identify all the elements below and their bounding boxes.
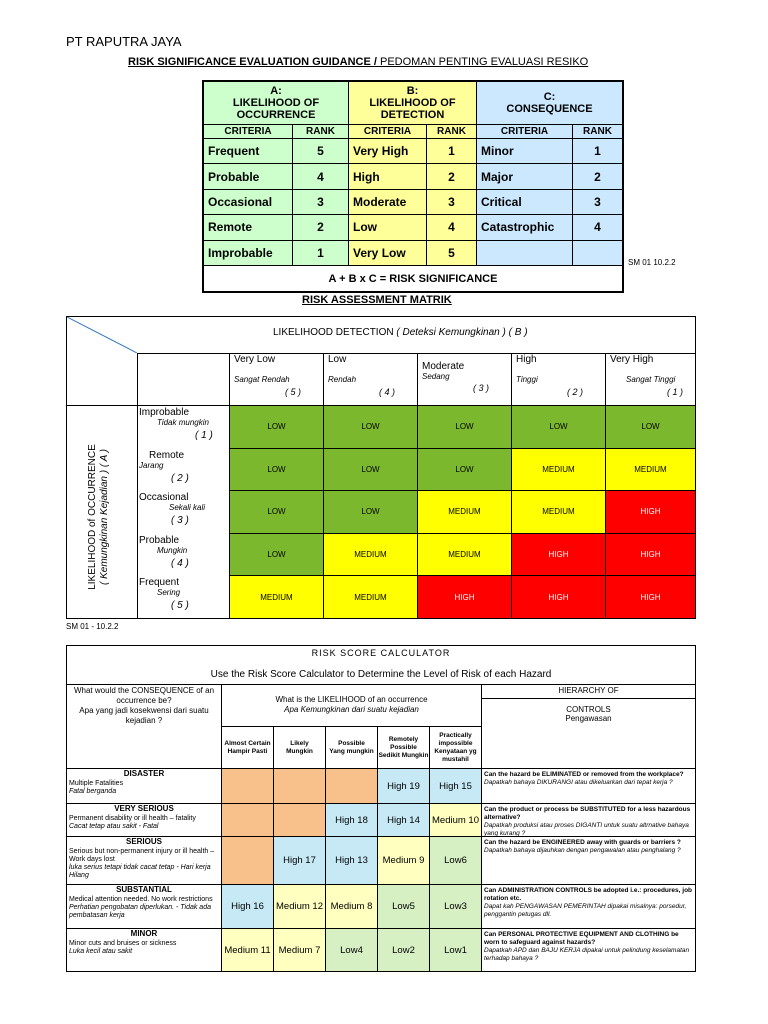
a-rank-0: 5: [292, 138, 348, 163]
calc-row-desc-id: Cacat tetap atau sakit - Fatal: [69, 823, 159, 830]
calc-row-desc-text: Multiple Fatalities: [69, 780, 124, 787]
row-rank: ( 1 ): [195, 430, 213, 441]
calc-cell-2-2: High 13: [325, 836, 377, 884]
calc-cell-1-3: High 14: [377, 803, 429, 836]
col-en: Low: [328, 354, 347, 365]
matrix-cell-0-4: LOW: [605, 405, 695, 448]
risk-matrix: [66, 316, 696, 619]
row-id: Sekali kali: [169, 503, 206, 513]
calc-cell-3-3: Low5: [377, 884, 429, 928]
calc-subtitle: Use the Risk Score Calculator to Determine the Level of Risk of each Hazard: [210, 668, 552, 680]
a-rank-header: RANK: [292, 124, 348, 138]
b-criteria-0: Very High: [348, 138, 426, 163]
detection-label-en: LIKELIHOOD DETECTION: [273, 327, 394, 338]
risk-score-calculator: [66, 645, 696, 972]
b-rank-1: 2: [426, 163, 476, 188]
calc-control-4: [481, 928, 695, 971]
controls-label: CONTROLS: [566, 705, 611, 714]
calc-control-id: Dapatkah APD dan BAJU KERJA dipakai untuk pelindung keselamatan terhadap bahaya ?: [484, 947, 690, 962]
calc-cell-3-2: Medium 8: [325, 884, 377, 928]
matrix-col-header-1: [323, 353, 417, 405]
col-en: Very Low: [234, 354, 276, 365]
title-id: PEDOMAN PENTING EVALUASI RESIKO: [380, 56, 589, 68]
matrix-cell-2-1: LOW: [323, 490, 417, 533]
calc-col-header-0: Almost Certain Hampir Pasti: [221, 726, 273, 768]
col-rank: ( 2 ): [566, 387, 583, 397]
matrix-cell-3-0: LOW: [229, 533, 323, 576]
calc-cell-4-1: Medium 7: [273, 928, 325, 971]
calc-control-id: Dapatkah bahaya dijauhkan dengan pengawalan atau penghalang ?: [484, 847, 681, 854]
occurrence-label-en: LIKELIHOOD of OCCURRENCE: [87, 444, 98, 590]
c-criteria-1: Major: [476, 163, 572, 188]
col-rank: ( 5 ): [284, 387, 301, 397]
calc-row-desc-text: Serious but non-permanent injury or ill health – Work days lost: [69, 848, 215, 863]
matrix-cell-1-4: MEDIUM: [605, 448, 695, 491]
calc-row-desc-id: Luka kecil atau sakit: [69, 948, 133, 955]
c-header: C: CONSEQUENCE: [476, 82, 622, 124]
calc-row-desc-text: Medical attention needed. No work restrictions: [69, 896, 213, 903]
c-rank-3: 4: [572, 214, 622, 239]
col-id: Sangat Rendah: [234, 375, 290, 384]
a-criteria-1: Probable: [204, 163, 292, 188]
c-rank-0: 1: [572, 138, 622, 163]
calc-cell-3-4: Low3: [429, 884, 481, 928]
calc-col-header-1: Likely Mungkin: [273, 726, 325, 768]
a-rank-1: 4: [292, 163, 348, 188]
matrix-cell-0-2: LOW: [417, 405, 511, 448]
consequence-q-id: Apa yang jadi kosekwensi dari suatu kejadian ?: [79, 706, 209, 725]
likelihood-question: [221, 684, 481, 726]
col-id: Sedang: [422, 372, 450, 381]
a-criteria-0: Frequent: [204, 138, 292, 163]
calc-title: RISK SCORE CALCULATOR: [311, 648, 451, 658]
matrix-cell-4-3: HIGH: [511, 575, 605, 618]
calc-cell-1-4: Medium 10: [429, 803, 481, 836]
calc-row-desc-3: [67, 884, 221, 928]
calc-row-desc-4: [67, 928, 221, 971]
a-criteria-4: Improbable: [204, 240, 292, 265]
calc-control-text: Can the hazard be ENGINEERED away with guards or barriers ?: [484, 839, 681, 846]
matrix-cell-1-0: LOW: [229, 448, 323, 491]
c-criteria-2: Critical: [476, 189, 572, 214]
calc-cell-0-0: [221, 768, 273, 803]
calc-control-text: Can ADMINISTRATION CONTROLS be adopted i.e.: procedures, job rotation etc.: [484, 887, 693, 902]
a-criteria-2: Occasional: [204, 189, 292, 214]
c-rank-4: [572, 240, 622, 265]
calc-row-desc-1: [67, 803, 221, 836]
calc-control-text: Can the hazard be ELIMINATED or removed from the workplace?: [484, 771, 684, 778]
calc-col-header-4: Practically impossible Kenyataan yg mustahil: [429, 726, 481, 768]
calc-cell-3-0: High 16: [221, 884, 273, 928]
c-rank-header: RANK: [572, 124, 622, 138]
c-rank-2: 3: [572, 189, 622, 214]
a-criteria-3: Remote: [204, 214, 292, 239]
page-title: [128, 56, 588, 68]
occurrence-label-id: ( Kemungkinan Kejadian ) ( A ): [99, 449, 110, 585]
col-rank: ( 4 ): [378, 387, 395, 397]
consequence-q-en: What would the CONSEQUENCE of an occurrence be?: [73, 686, 215, 705]
calc-row-title: VERY SERIOUS: [114, 804, 174, 813]
calc-cell-0-1: [273, 768, 325, 803]
matrix-row-label-4: [137, 575, 229, 618]
calc-cell-4-2: Low4: [325, 928, 377, 971]
row-rank: ( 5 ): [171, 600, 189, 612]
matrix-cell-0-1: LOW: [323, 405, 417, 448]
guidance-doc-code: SM 01 10.2.2: [628, 258, 676, 267]
calc-row-title: SERIOUS: [125, 837, 162, 846]
occurrence-label: [87, 417, 119, 617]
calc-row-desc-id: luka serius tetapi tidak cacat tetap - Hari kerja Hilang: [69, 864, 211, 879]
b-rank-header: RANK: [426, 124, 476, 138]
calc-control-text: Can PERSONAL PROTECTIVE EQUIPMENT AND CLOTHING be worn to safeguard against hazards?: [484, 931, 679, 946]
matrix-cell-2-0: LOW: [229, 490, 323, 533]
b-criteria-3: Low: [348, 214, 426, 239]
calc-control-text: Can the product or process be SUBSTITUTED for a less hazardous alternative?: [484, 806, 691, 821]
matrix-cell-3-2: MEDIUM: [417, 533, 511, 576]
calc-row-desc-0: [67, 768, 221, 803]
calc-cell-1-0: [221, 803, 273, 836]
calc-cell-4-4: Low1: [429, 928, 481, 971]
col-en: Very High: [610, 354, 654, 365]
consequence-question: [67, 684, 221, 768]
calc-control-2: [481, 836, 695, 884]
col-rank: ( 3 ): [472, 383, 489, 393]
matrix-cell-3-4: HIGH: [605, 533, 695, 576]
calc-control-id: Dapatkah produksi atau proses DIGANTI untuk suatu altrnative bahaya yang kurang ?: [484, 822, 689, 836]
row-rank: ( 3 ): [171, 515, 189, 527]
calc-cell-4-0: Medium 11: [221, 928, 273, 971]
calc-cell-2-4: Low6: [429, 836, 481, 884]
company-name: PT RAPUTRA JAYA: [66, 34, 182, 49]
c-criteria-header: CRITERIA: [476, 124, 572, 138]
matrix-col-header-2: [417, 353, 511, 405]
row-rank: ( 4 ): [171, 557, 189, 569]
calc-cell-2-3: Medium 9: [377, 836, 429, 884]
row-id: Mungkin: [157, 545, 188, 555]
b-rank-3: 4: [426, 214, 476, 239]
calc-row-desc-text: Minor cuts and bruises or sickness: [69, 940, 177, 947]
calc-cell-0-4: High 15: [429, 768, 481, 803]
b-criteria-2: Moderate: [348, 189, 426, 214]
calc-row-title: MINOR: [130, 929, 158, 938]
calc-control-3: [481, 884, 695, 928]
calc-col-header-3: Remotely Possible Sedikit Mungkin: [377, 726, 429, 768]
matrix-cell-3-1: MEDIUM: [323, 533, 417, 576]
calc-cell-2-0: [221, 836, 273, 884]
calc-cell-0-3: High 19: [377, 768, 429, 803]
matrix-cell-2-3: MEDIUM: [511, 490, 605, 533]
matrix-cell-4-2: HIGH: [417, 575, 511, 618]
a-rank-2: 3: [292, 189, 348, 214]
calc-control-1: [481, 803, 695, 836]
matrix-cell-2-4: HIGH: [605, 490, 695, 533]
a-criteria-header: CRITERIA: [204, 124, 292, 138]
c-criteria-3: Catastrophic: [476, 214, 572, 239]
detection-label-id: ( Deteksi Kemungkinan ): [396, 327, 506, 338]
calc-cell-3-1: Medium 12: [273, 884, 325, 928]
calc-row-desc-id: Perhatian pengobatan diperlukan. - Tidak ada pembatasan kerja: [69, 904, 211, 919]
matrix-col-header-4: [605, 353, 695, 405]
a-header: A: LIKELIHOOD OF OCCURRENCE: [204, 82, 348, 124]
formula: A + B x C = RISK SIGNIFICANCE: [204, 265, 622, 291]
b-rank-4: 5: [426, 240, 476, 265]
matrix-cell-1-1: LOW: [323, 448, 417, 491]
row-rank: ( 2 ): [171, 472, 189, 484]
guidance-table: [202, 80, 624, 293]
matrix-cell-4-4: HIGH: [605, 575, 695, 618]
col-en: Moderate: [422, 361, 465, 372]
row-en: Probable: [139, 534, 180, 546]
row-id: Jarang: [139, 460, 164, 470]
matrix-row-label-0: [137, 405, 229, 448]
c-rank-1: 2: [572, 163, 622, 188]
calc-row-title: DISASTER: [123, 769, 165, 778]
diagonal-line: [67, 317, 137, 353]
row-en: Remote: [149, 449, 185, 461]
hierarchy-header: [481, 684, 695, 768]
calc-row-title: SUBSTANTIAL: [116, 885, 172, 894]
b-rank-2: 3: [426, 189, 476, 214]
calc-row-desc-id: Fatal berganda: [69, 788, 117, 795]
matrix-doc-code: SM 01 - 10.2.2: [66, 622, 119, 631]
col-rank: ( 1 ): [666, 387, 683, 397]
matrix-cell-1-3: MEDIUM: [511, 448, 605, 491]
calc-cell-1-1: [273, 803, 325, 836]
detection-label-b: ( B ): [508, 327, 528, 338]
b-criteria-1: High: [348, 163, 426, 188]
calc-cell-2-1: High 17: [273, 836, 325, 884]
row-en: Occasional: [139, 492, 189, 504]
calc-row-desc-text: Permanent disability or ill health – fatality: [69, 815, 196, 822]
matrix-cell-2-2: MEDIUM: [417, 490, 511, 533]
title-en: RISK SIGNIFICANCE EVALUATION GUIDANCE /: [128, 56, 380, 68]
calc-control-0: [481, 768, 695, 803]
a-rank-3: 2: [292, 214, 348, 239]
col-id: Tinggi: [516, 375, 538, 384]
matrix-cell-0-0: LOW: [229, 405, 323, 448]
calc-cell-0-2: [325, 768, 377, 803]
calc-col-header-2: Possible Yang mungkin: [325, 726, 377, 768]
matrix-col-header-3: [511, 353, 605, 405]
col-id: Rendah: [328, 375, 357, 384]
controls-label-id: Pengawasan: [565, 714, 612, 723]
matrix-row-label-3: [137, 533, 229, 576]
calc-cell-1-2: High 18: [325, 803, 377, 836]
detection-label: [273, 327, 528, 338]
matrix-col-header-0: [229, 353, 323, 405]
row-id: Sering: [157, 588, 181, 598]
calc-control-id: Dapatkah bahaya DIKURANGI atau dikeluarkan dari tepat kerja ?: [484, 779, 673, 786]
b-rank-0: 1: [426, 138, 476, 163]
hierarchy-label: HIERARCHY OF: [558, 686, 619, 695]
b-header: B: LIKELIHOOD OF DETECTION: [348, 82, 476, 124]
hierarchy-divider: [482, 698, 695, 699]
matrix-cell-4-1: MEDIUM: [323, 575, 417, 618]
col-id: Sangat Tinggi: [626, 375, 676, 384]
calc-cell-4-3: Low2: [377, 928, 429, 971]
b-criteria-header: CRITERIA: [348, 124, 426, 138]
matrix-cell-4-0: MEDIUM: [229, 575, 323, 618]
matrix-cell-3-3: HIGH: [511, 533, 605, 576]
matrix-cell-0-3: LOW: [511, 405, 605, 448]
matrix-row-label-1: [137, 448, 229, 491]
likelihood-q-en: What is the LIKELIHOOD of an occurrence: [275, 695, 428, 704]
calc-control-id: Dapat kah PENGAWASAN PEMERINTAH dipakai misalnya: porsedur, penggantin petugas dll.: [484, 903, 687, 918]
a-rank-4: 1: [292, 240, 348, 265]
likelihood-q-id: Apa Kemungkinan dari suatu kejadian: [284, 705, 419, 714]
col-en: High: [516, 354, 537, 365]
row-id: Tidak mungkin: [157, 418, 209, 427]
row-en: Improbable: [139, 407, 190, 418]
row-en: Frequent: [139, 577, 180, 589]
b-criteria-4: Very Low: [348, 240, 426, 265]
c-criteria-4: [476, 240, 572, 265]
calc-row-desc-2: [67, 836, 221, 884]
matrix-cell-1-2: LOW: [417, 448, 511, 491]
matrix-title: RISK ASSESSMENT MATRIK: [302, 294, 452, 306]
matrix-row-label-2: [137, 490, 229, 533]
c-criteria-0: Minor: [476, 138, 572, 163]
